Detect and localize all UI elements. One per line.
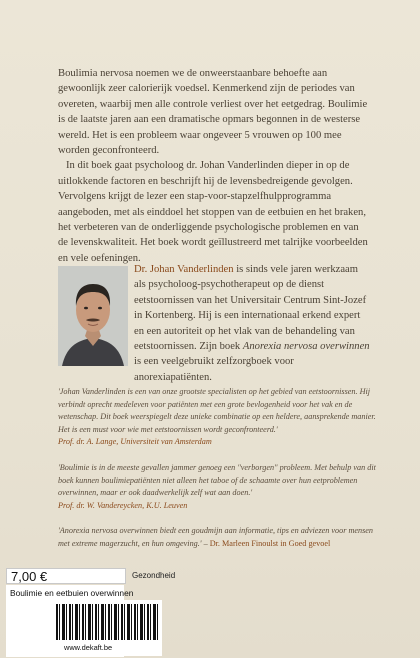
author-section [58, 262, 370, 383]
blurb-text [58, 66, 370, 266]
author-name: Dr. Johan Vanderlinden [134, 264, 234, 275]
blurb-paragraph-2: In dit boek gaat psycholoog dr. Johan Vanderlinden dieper in op de uitlokkende factoren en beschrijft hij de levensbedreigende gevolgen. Vervolgens krijgt de lezer een stap-voor-stapzelfhulpprogramma aangeboden, met als einddoel het stoppen van de eetbuien en het braken, het verbeteren van de onderliggende psychologische problemen en van de levenskwaliteit. Het boek wordt geïllustreerd met talrijke voorbeelden en vele oefeningen. [58, 160, 368, 264]
review-quote-1 [58, 386, 376, 449]
review-quote-3 [58, 525, 376, 550]
review-quote-1-text: 'Johan Vanderlinden is een van onze grootste specialisten op het gebied van eetstoornissen. Hij verbindt oprecht medeleven voor patiënten met een grote bevlogenheid voor het vak en de wetenschap. Dit boek weerspiegelt deze unieke combinatie op een heldere, aansprekende manier. Het is een must voor wie met eetstoornissen wordt geconfronteerd.' [58, 387, 376, 434]
store-website: www.dekaft.be [64, 643, 113, 652]
author-portrait-icon [58, 266, 128, 366]
author-bio-part2: is een veelgebruikt zelfzorgboek voor anorexiapatiënten. [134, 356, 294, 383]
author-bio-part1: is sinds vele jaren werkzaam als psycholoog-psychotherapeut op de dienst eetstoornissen van het Universitair Centrum Sint-Jozef in Kortenberg. Hij is een internationaal erkend expert en een autoriteit op het vlak van de behandeling van eetstoornissen. Zijn boek [134, 264, 367, 353]
price-label: 7,00 € [6, 568, 126, 584]
review-quote-2-text: 'Boulimie is in de meeste gevallen jammer genoeg een "verborgen" probleem. Met behulp van dit boek kunnen boulimiepatiënten niet alleen het taboe of de schaamte over hun eetproblemen overwinnen, maar er ook daadwerkelijk zelf wat aan doen.' [58, 462, 376, 498]
author-book-title: Anorexia nervosa overwinnen [242, 341, 370, 353]
review-quote-3-text: 'Anorexia nervosa overwinnen biedt een goudmijn aan informatie, tips en adviezen voor mensen met extreme magerzucht, en hun omgeving.' – [58, 526, 374, 548]
review-quote-1-source: Prof. dr. A. Lange, Universiteit van Amsterdam [58, 437, 212, 447]
review-quote-2 [58, 462, 376, 512]
review-quote-3-source: Dr. Marleen Finoulst in Goed gevoel [209, 538, 331, 548]
category-label: Gezondheid [132, 571, 176, 580]
review-quote-2-source: Prof. dr. W. Vandereycken, K.U. Leuven [58, 500, 188, 510]
author-bio [134, 262, 370, 385]
blurb-paragraph-1: Boulimia nervosa noemen we de onweerstaanbare behoefte aan gewoonlijk zeer calorierijk voedsel. Kenmerkend zijn de periodes van overeten, waarbij men alle controle verliest over het eetgedrag. Boulimie is de laatste jaren aan een dramatische opmars begonnen in de westerse wereld. Het is een probleem waar ongeveer 5 vrouwen op 100 mee worden geconfronteerd. [58, 68, 368, 157]
author-photo [58, 266, 128, 366]
sticker-book-title: Boulimie en eetbuien overwinnen [10, 588, 134, 598]
barcode-icon [56, 604, 158, 640]
review-quotes [58, 386, 376, 564]
